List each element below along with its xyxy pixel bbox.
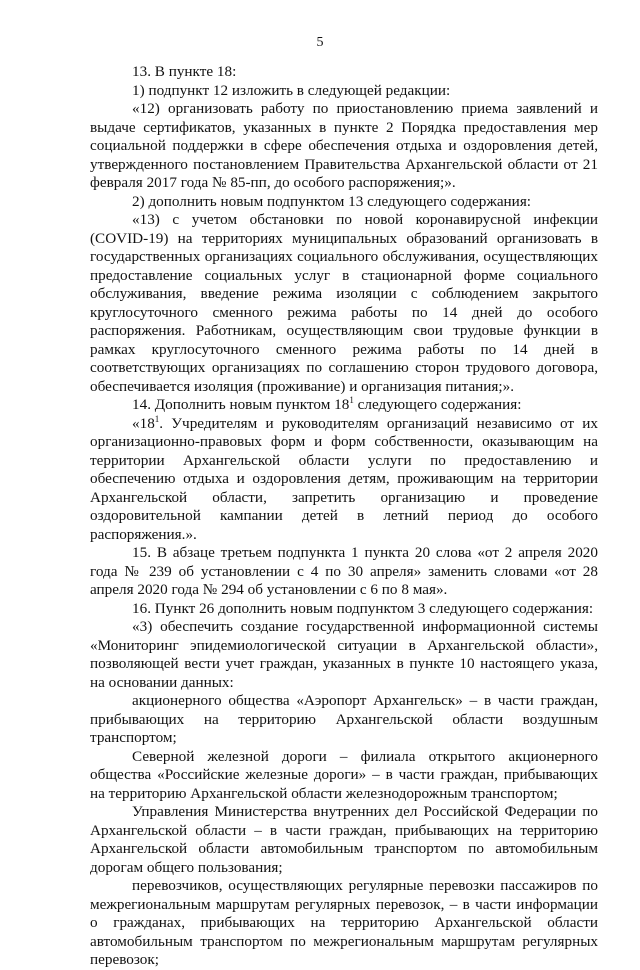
page-number: 5 <box>316 35 324 50</box>
paragraph: акционерного общества «Аэропорт Архангельск» – в части граждан, прибывающих на территорию Архангельской области воздушным транспортом; <box>90 692 598 746</box>
paragraph: Северной железной дороги – филиала открытого акционерного общества «Российские железные дороги» – в части граждан, прибывающих на территорию Архангельской области железнодорожным транспортом; <box>90 747 598 802</box>
superscript: 1 <box>349 394 354 405</box>
document-body <box>90 63 598 970</box>
paragraph: 1) подпункт 12 изложить в следующей редакции: <box>132 81 451 99</box>
paragraph: 13. В пункте 18: <box>132 63 237 80</box>
paragraph: 15. В абзаце третьем подпункта 1 пункта 20 слова «от 2 апреля 2020 года № 239 об установлении с 4 по 30 апреля» заменить словами «от 28 апреля 2020 года № 294 об установлении с 6 по 8 мая». <box>90 544 598 598</box>
paragraph: «13) с учетом обстановки по новой коронавирусной инфекции (COVID-19) на территориях муниципальных образований организовать в государственных организациях социального обслуживания, осуществляющих предоставление социальных услуг в стационарной форме социального обслуживания, введение режима изоляции с соблюдением закрытого круглосуточного сменного режима работы по 14 дней до особого распоряжения. Работникам, осуществляющим свои трудовые функции в рамках круглосуточного сменного режима работы по 14 дней в соответствующих организациях по соглашению сторон трудового договора, обеспечивается изоляция (проживание) и организация питания;». <box>90 211 598 395</box>
paragraph: 16. Пункт 26 дополнить новым подпунктом 3 следующего содержания: <box>132 599 594 617</box>
superscript: 1 <box>154 413 160 424</box>
paragraph: «12) организовать работу по приостановлению приема заявлений и выдаче сертификатов, указанных в пункте 2 Порядка предоставления мер социальной поддержки в сфере обеспечения отдыха и оздоровления детей, утвержденного постановлением Правительства Архангельской области от 21 февраля 2017 года № 85-пп, до особого распоряжения;». <box>90 100 598 191</box>
paragraph: 2) дополнить новым подпунктом 13 следующего содержания: <box>132 192 532 210</box>
paragraph: «$18^1$. Учредителям и руководителям организаций независимо от их организационно-правовых форм и форм собственности, оказывающим на территории Архангельской области услуги по предоставлению и обеспечению отдыха и оздоровления детям, проживающим на территории Архангельской области, запретить организацию и проведение оздоровительной кампании детей в летний период до особого распоряжения.». <box>90 413 598 543</box>
paragraph: Управления Министерства внутренних дел Российской Федерации по Архангельской области – в части граждан, прибывающих на территорию Архангельской области автомобильным транспортом по автомобильным дорогам общего пользования; <box>90 803 598 876</box>
paragraph: 14. Дополнить новым пунктом $18^1$ следующего содержания: <box>132 394 522 413</box>
paragraph: перевозчиков, осуществляющих регулярные перевозки пассажиров по межрегиональным маршрутам регулярных перевозок, – в части информации о гражданах, прибывающих на территорию Архангельской области автомобильным транспортом по межрегиональным маршрутам регулярных перевозок; <box>90 877 598 968</box>
paragraph: «3) обеспечить создание государственной информационной системы «Мониторинг эпидемиологической ситуации в Архангельской области», позволяющей вести учет граждан, указанных в пункте 10 настоящего указа, на основании данных: <box>90 618 598 691</box>
